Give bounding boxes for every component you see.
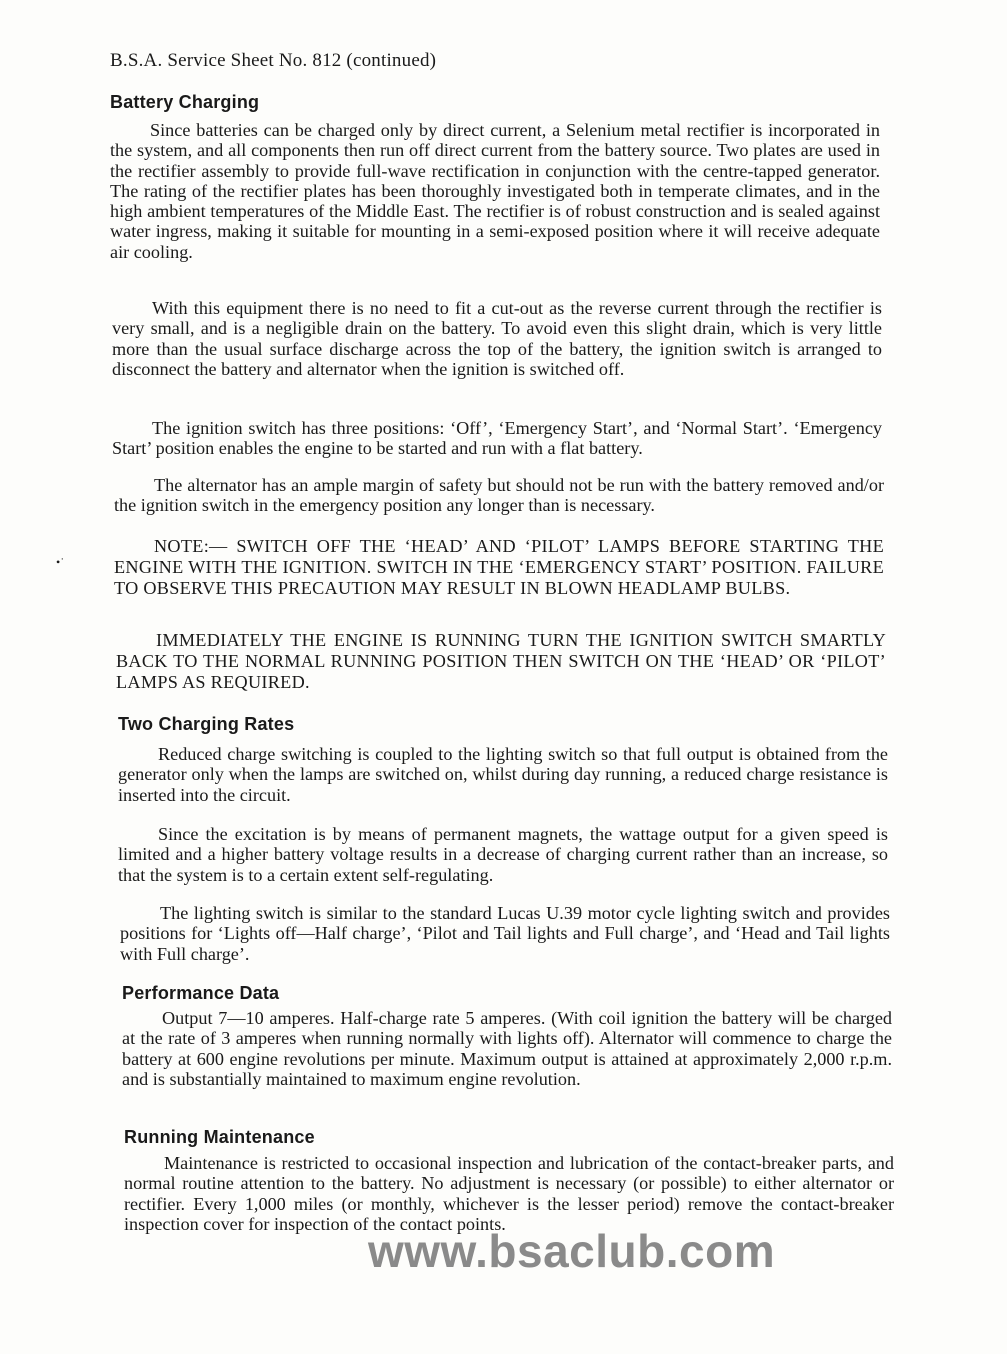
paragraph-reduced-charge: Reduced charge switching is coupled to the lighting switch so that full output is obtained from the generator only when the lamps are switched on, whilst during day running, a reduced charge resistance is inserted into the circuit.: [118, 744, 888, 805]
website-watermark: www.bsaclub.com: [368, 1225, 776, 1277]
heading-performance-data: Performance Data: [122, 983, 280, 1003]
paragraph-output: Output 7—10 amperes. Half-charge rate 5 amperes. (With coil ignition the battery will be charged at the rate of 3 amperes when running normally with lights off). Alternator will commence to charge the battery at 600 engine revolutions per minute. Maximum output is attained at approximately 2,000 r.p.m. and is substantially maintained to maximum engine revolution.: [122, 1008, 892, 1089]
paragraph-alternator-safety: The alternator has an ample margin of safety but should not be run with the battery removed and/or the ignition switch in the emergency position any longer than is necessary.: [114, 475, 884, 516]
note-immediately: IMMEDIATELY THE ENGINE IS RUNNING TURN THE IGNITION SWITCH SMARTLY BACK TO THE NORMAL RUNNING POSITION THEN SWITCH ON THE ‘HEAD’ OR ‘PILOT’ LAMPS AS REQUIRED.: [116, 630, 886, 692]
paragraph-ignition-positions: The ignition switch has three positions: ‘Off’, ‘Emergency Start’, and ‘Normal Start’. ‘Emergency Start’ position enables the engine to be started and run with a flat battery.: [112, 418, 882, 459]
heading-running-maintenance: Running Maintenance: [124, 1127, 315, 1147]
page-header: B.S.A. Service Sheet No. 812 (continued): [110, 50, 437, 71]
paragraph-excitation: Since the excitation is by means of permanent magnets, the wattage output for a given speed is limited and a higher battery voltage results in a decrease of charging current rather than an increase, so that the system is to a certain extent self-regulating.: [118, 824, 888, 885]
paragraph-cut-out: With this equipment there is no need to fit a cut-out as the reverse current through the rectifier is very small, and is a negligible drain on the battery. To avoid even this slight drain, which is very little more than the usual surface discharge across the top of the battery, the ignition switch is arranged to disconnect the battery and alternator when the ignition is switched off.: [112, 298, 882, 379]
heading-two-charging-rates: Two Charging Rates: [118, 714, 295, 734]
paragraph-lighting-switch: The lighting switch is similar to the standard Lucas U.39 motor cycle lighting switch and provides positions for ‘Lights off—Half charge’, ‘Pilot and Tail lights and Full charge’, and ‘Head and Tail lights with Full charge’.: [120, 903, 890, 964]
paragraph-maintenance: Maintenance is restricted to occasional inspection and lubrication of the contact-breaker parts, and normal routine attention to the battery. No adjustment is necessary (or possible) to either alternator or rectifier. Every 1,000 miles (or monthly, whichever is the lesser period) remove the contact-breaker inspection cover for inspection of the contact points.: [124, 1153, 894, 1234]
heading-battery-charging: Battery Charging: [110, 92, 260, 112]
margin-mark: •˙: [56, 555, 65, 569]
note-warning: NOTE:— SWITCH OFF THE ‘HEAD’ AND ‘PILOT’ LAMPS BEFORE STARTING THE ENGINE WITH THE IGNITION. SWITCH IN THE ‘EMERGENCY START’ POSITION. FAILURE TO OBSERVE THIS PRECAUTION MAY RESULT IN BLOWN HEADLAMP BULBS.: [114, 536, 884, 598]
paragraph-rectifier: Since batteries can be charged only by direct current, a Selenium metal rectifier is incorporated in the system, and all components then run off direct current from the battery source. Two plates are used in the rectifier assembly to provide full-wave rectification in conjunction with the centre-tapped generator. The rating of the rectifier plates has been thoroughly investigated both in temperate climates, and in the high ambient temperatures of the Middle East. The rectifier is of robust construction and is sealed against water ingress, making it suitable for mounting in a semi-exposed position where it will receive adequate air cooling.: [110, 120, 880, 262]
